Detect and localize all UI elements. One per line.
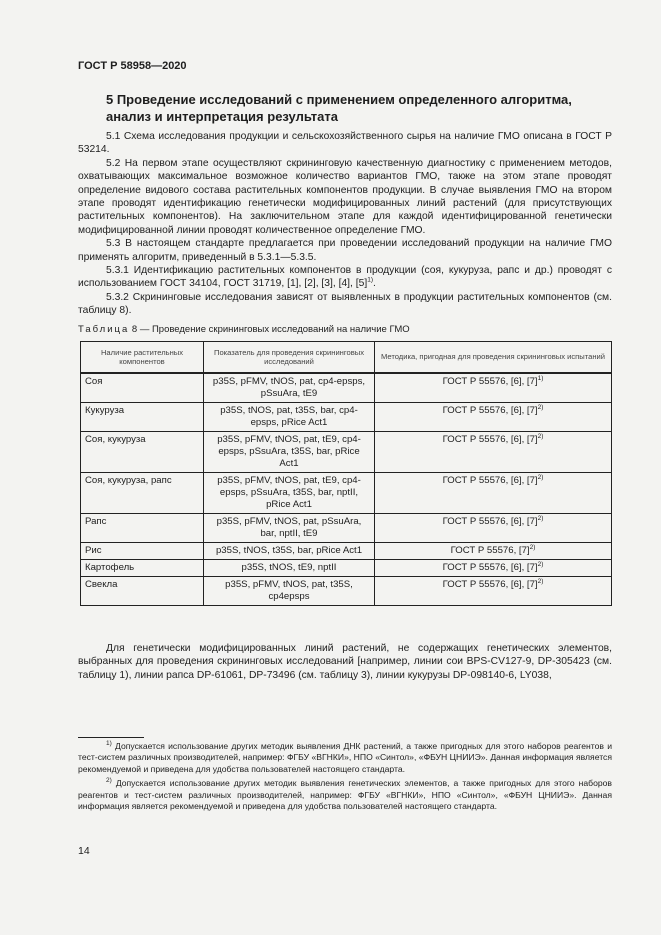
table-row: [81, 432, 612, 473]
paragraph-5-2: 5.2 На первом этапе осуществляют скрининговую качественную диагностику с применением методов, охватывающих максимальное возможное количество вариантов ГМО, также на этом этапе проводят определение видового состава растительных компонентов продукции. В случае выявления ГМО на втором этапе проводят идентификацию генетически модифицированных линий растений (для присутствующих растительных компонентов). На заключительном этапе для каждой идентифицированной генетически модифицированной линии проводят количественное определение ГМО.: [78, 157, 612, 236]
section-title: 5 Проведение исследований с применением определенного алгоритма, анализ и интерпретация результата: [106, 92, 572, 124]
table-caption-text: 8 — Проведение скрининговых исследований на наличие ГМО: [131, 324, 410, 335]
footnote-divider: [78, 737, 144, 738]
paragraph-5-3-1: [78, 264, 612, 291]
cell-method: [375, 577, 612, 606]
cell-indicator: p35S, tNOS, pat, t35S, bar, cp4-epsps, pRice Act1: [204, 403, 375, 432]
cell-method: [375, 473, 612, 514]
method-text: ГОСТ Р 55576, [6], [7]: [442, 405, 538, 416]
footnote-ref: 2): [537, 577, 544, 585]
header-method: Методика, пригодная для проведения скрининговых испытаний: [375, 342, 612, 374]
cell-method: [375, 560, 612, 577]
cell-component: Рис: [81, 543, 204, 560]
body-text: [78, 130, 612, 318]
cell-indicator: p35S, pFMV, tNOS, pat, pSsuAra, bar, nptII, tE9: [204, 514, 375, 543]
cell-method: [375, 514, 612, 543]
paragraph-5-3-1-text: 5.3.1 Идентификацию растительных компонентов в продукции (соя, кукуруза, рапс и др.) проводят с использованием ГОСТ 34104, ГОСТ 31719, [1], [2], [3], [4], [5]: [78, 265, 612, 290]
cell-method: [375, 543, 612, 560]
cell-component: Соя, кукуруза, рапс: [81, 473, 204, 514]
footnote-ref: 2): [537, 560, 544, 568]
footnote-text: Допускается использование других методик выявления генетических элементов, а также пригодных для этого наборов реагентов и тест-систем различных производителей, например: ФГБУ «ВГНКИ», НПО «Синтол», «ФБУН ЦНИИЭ». Данная информация является рекомендуемой и приведена для удобства пользователей настоящего стандарта.: [78, 778, 612, 812]
paragraph-5-1: 5.1 Схема исследования продукции и сельскохозяйственного сырья на наличие ГМО описана в ГОСТ Р 53214.: [78, 131, 612, 156]
footnotes: [78, 741, 612, 815]
table-row: [81, 543, 612, 560]
table-row: [81, 577, 612, 606]
footnote-ref: 2): [537, 403, 544, 411]
table-header-row: [81, 342, 612, 374]
footnote-text: Допускается использование других методик выявления ДНК растений, а также пригодных для этого наборов реагентов и тест-систем различных производителей, например: ФГБУ «ВГНКИ», НПО «Синтол», «ФБУН ЦНИИЭ». Данная информация является рекомендуемой и приведена для удобства пользователей настоящего стандарта.: [78, 741, 612, 774]
footnote-1: [78, 741, 612, 775]
page-number: 14: [78, 845, 90, 857]
table-row: [81, 473, 612, 514]
footnote-mark: 2): [106, 777, 112, 785]
method-text: ГОСТ Р 55576, [6], [7]: [442, 434, 538, 445]
footnote-ref: 2): [537, 514, 544, 522]
cell-component: Соя, кукуруза: [81, 432, 204, 473]
paragraph-5-3: 5.3 В настоящем стандарте предлагается при проведении исследований продукции на наличие ГМО применять алгоритм, приведенный в 5.3.1—5.3.5.: [78, 238, 612, 263]
method-text: ГОСТ Р 55576, [7]: [450, 545, 530, 556]
method-text: ГОСТ Р 55576, [6], [7]: [442, 562, 538, 573]
after-table-text: [78, 642, 612, 682]
paragraph-5-3-1-tail: .: [373, 278, 376, 290]
footnote-ref: 1): [537, 374, 544, 382]
method-text: ГОСТ Р 55576, [6], [7]: [442, 579, 538, 590]
method-text: ГОСТ Р 55576, [6], [7]: [442, 475, 538, 486]
cell-indicator: p35S, pFMV, tNOS, pat, tE9, cp4-epsps, pSsuAra, t35S, bar, pRice Act1: [204, 432, 375, 473]
cell-component: Соя: [81, 373, 204, 403]
cell-component: Картофель: [81, 560, 204, 577]
footnote-mark: 1): [106, 740, 112, 748]
after-table-paragraph: Для генетически модифицированных линий растений, не содержащих генетических элементов, выбранных для проведения скрининговых исследований [например, линии сои BPS-CV127-9, DP-305423 (см. таблицу 1), линии рапса DP-61061, DP-73496 (см. таблицу 3), линии кукурузы DP-098140-6, LY038,: [78, 643, 612, 681]
footnote-ref: 2): [537, 473, 544, 481]
cell-method: [375, 432, 612, 473]
header-components: Наличие растительных компонентов: [81, 342, 204, 374]
cell-component: Кукуруза: [81, 403, 204, 432]
table-caption: [78, 324, 410, 335]
cell-indicator: p35S, tNOS, t35S, bar, pRice Act1: [204, 543, 375, 560]
footnote-2: [78, 778, 612, 812]
method-text: ГОСТ Р 55576, [6], [7]: [442, 376, 538, 387]
document-header: ГОСТ Р 58958—2020: [78, 60, 187, 72]
footnote-ref: 1): [367, 277, 373, 285]
header-indicator: Показатель для проведения скрининговых исследований: [204, 342, 375, 374]
table-row: [81, 514, 612, 543]
table-row: [81, 373, 612, 403]
cell-method: [375, 403, 612, 432]
table-caption-label: Таблица: [78, 324, 130, 335]
screening-table: [80, 341, 612, 606]
cell-indicator: p35S, pFMV, tNOS, pat, t35S, cp4epsps: [204, 577, 375, 606]
cell-indicator: p35S, pFMV, tNOS, pat, tE9, cp4-epsps, pSsuAra, t35S, bar, nptII, pRice Act1: [204, 473, 375, 514]
paragraph-5-3-2: 5.3.2 Скрининговые исследования зависят от выявленных в продукции растительных компонентов (см. таблицу 8).: [78, 291, 612, 317]
footnote-ref: 2): [537, 432, 544, 440]
footnote-ref: 2): [529, 543, 536, 551]
cell-component: Рапс: [81, 514, 204, 543]
table-row: [81, 403, 612, 432]
method-text: ГОСТ Р 55576, [6], [7]: [442, 516, 538, 527]
table-row: [81, 560, 612, 577]
cell-indicator: p35S, tNOS, tE9, nptII: [204, 560, 375, 577]
cell-component: Свекла: [81, 577, 204, 606]
cell-indicator: p35S, pFMV, tNOS, pat, cp4-epsps, pSsuAra, tE9: [204, 373, 375, 403]
cell-method: [375, 373, 612, 403]
